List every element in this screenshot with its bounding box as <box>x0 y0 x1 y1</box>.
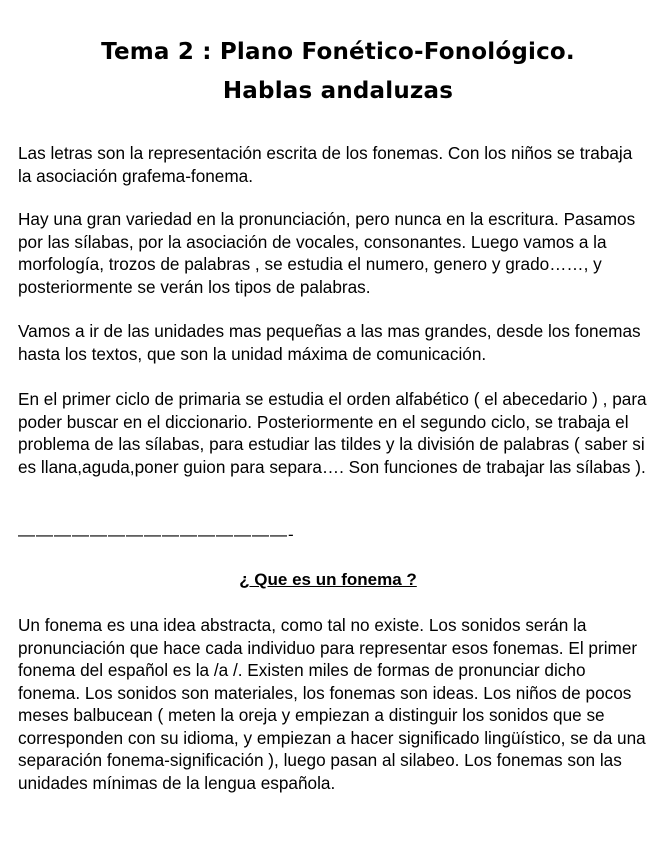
section-heading: ¿ Que es un fonema ? <box>239 570 417 589</box>
document-title-line-2: Hablas andaluzas <box>222 78 454 104</box>
paragraph-phoneme-definition: Un fonema es una idea abstracta, como tal no existe. Los sonidos serán la pronunciación que hace cada individuo para representar esos fonemas. El primer fonema del español es la /a /. Existen miles de formas de pronunciar dicho fonema. Los sonidos son materiales, los fonemas son ideas. Los niños de pocos meses balbucean ( meten la oreja y empiezan a distinguir los sonidos que se corresponden con su idioma, y empiezan a hacer significado lingüístico, se da una separación fonema-significación ), luego pasan al silabeo. Los fonemas son las unidades mínimas de la lengua española. <box>18 615 646 793</box>
paragraph-units: Vamos a ir de las unidades mas pequeñas a las mas grandes, desde los fonemas hasta los textos, que son la unidad máxima de comunicación. <box>18 321 641 364</box>
paragraph-graphemes: Las letras son la representación escrita de los fonemas. Con los niños se trabaja la asociación grafema-fonema. <box>18 143 633 186</box>
dashed-separator: ———————————————- <box>18 525 295 544</box>
document-title-line-1: Tema 2 : Plano Fonético-Fonológico. <box>101 39 575 65</box>
paragraph-pronunciation: Hay una gran variedad en la pronunciación, pero nunca en la escritura. Pasamos por las sílabas, por la asociación de vocales, consonantes. Luego vamos a la morfología, trozos de palabras , se estudia el numero, genero y grado……, y posteriormente se verán los tipos de palabras. <box>18 209 636 297</box>
paragraph-primary-cycles: En el primer ciclo de primaria se estudia el orden alfabético ( el abecedario ) , para poder buscar en el diccionario. Posteriormente en el segundo ciclo, se trabaja el problema de las sílabas, para estudiar las tildes y la división de palabras ( saber si es llana,aguda,poner guion para separa…. Son funciones de trabajar las sílabas ). <box>18 389 647 477</box>
